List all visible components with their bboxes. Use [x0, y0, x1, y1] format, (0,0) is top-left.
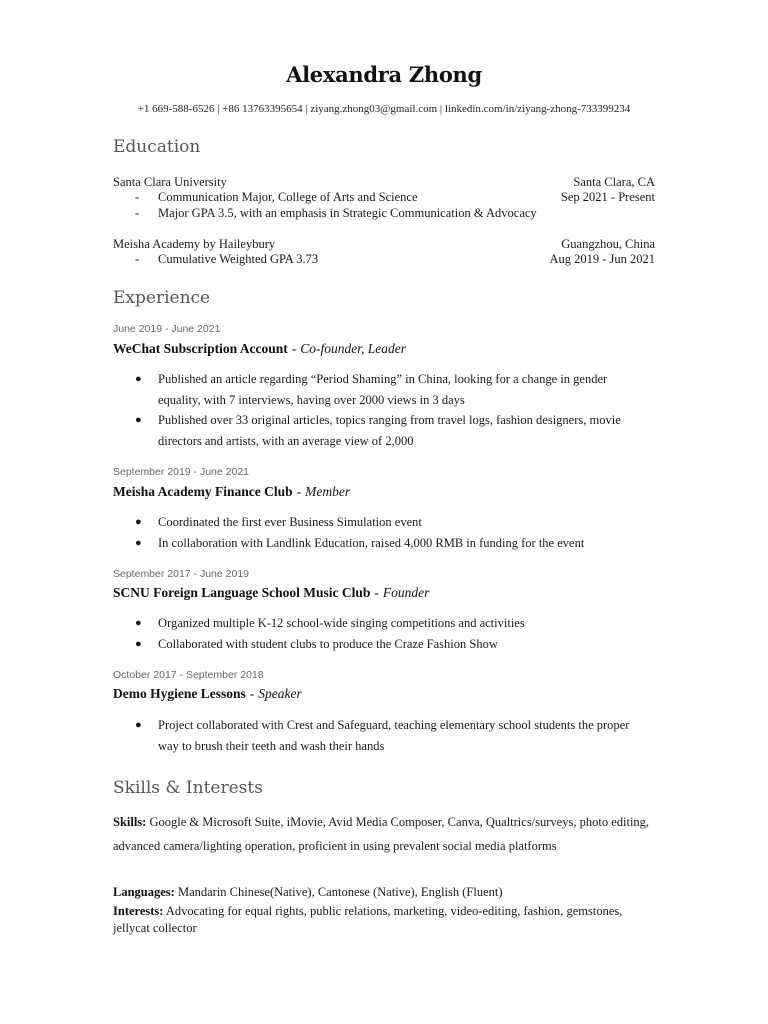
experience-org: Demo Hygiene Lessons	[113, 686, 246, 701]
interests-label: Interests:	[113, 904, 164, 918]
experience-dates: September 2017 - June 2019	[113, 568, 250, 580]
experience-bullets	[133, 715, 633, 756]
list-item: ● In collaboration with Landlink Education, raised 4,000 RMB in funding for the event	[135, 535, 585, 550]
experience-bullets	[133, 369, 633, 451]
list-item: ● Project collaborated with Crest and Safeguard, teaching elementary school students the proper way to brush their teeth and wash their hands	[135, 718, 630, 753]
contact-line: +1 669-588-6526 | +86 13763395654 | ziyang.zhong03@gmail.com | linkedin.com/in/ziyang-zhong-733399234	[137, 103, 631, 115]
list-item: ● Organized multiple K-12 school-wide singing competitions and activities	[135, 616, 525, 630]
experience-heading: Experience	[113, 288, 211, 308]
experience-org: WeChat Subscription Account	[113, 341, 288, 356]
school-dates: Sep 2021 - Present	[560, 190, 655, 204]
experience-dates: October 2017 - September 2018	[113, 669, 264, 681]
skills-paragraph	[113, 810, 658, 858]
experience-dates: September 2019 - June 2021	[113, 466, 250, 478]
skills-text: Google & Microsoft Suite, iMovie, Avid Media Composer, Canva, Qualtrics/surveys, photo editing, advanced camera/lighting operation, proficient in using prevalent social media platforms	[113, 815, 650, 853]
experience-role-line: Meisha Academy Finance Club - Member	[113, 484, 351, 499]
languages-paragraph	[113, 883, 658, 901]
skills-heading: Skills & Interests	[113, 778, 263, 798]
languages-label: Languages:	[113, 885, 175, 899]
school-location: Santa Clara, CA	[573, 175, 655, 189]
list-item: ● Published over 33 original articles, topics ranging from travel logs, fashion designers, movie directors and artists, with an average view of 2,000	[135, 413, 621, 448]
experience-org: SCNU Foreign Language School Music Club	[113, 585, 371, 600]
experience-title: Speaker	[258, 686, 302, 701]
experience-dates: June 2019 - June 2021	[113, 323, 221, 335]
school-detail: Major GPA 3.5, with an emphasis in Strategic Communication & Advocacy	[158, 206, 537, 220]
school-row	[113, 236, 655, 252]
school-name: Meisha Academy by Haileybury	[113, 237, 276, 251]
experience-role-line: Demo Hygiene Lessons - Speaker	[113, 686, 302, 701]
school-row	[113, 174, 655, 190]
experience-bullets	[133, 613, 633, 654]
experience-bullets	[133, 512, 633, 553]
list-item: ● Published an article regarding “Period Shaming” in China, looking for a change in gender equality, with 7 interviews, having over 2000 views in 3 days	[135, 372, 608, 407]
experience-title: Co-founder, Leader	[300, 341, 407, 356]
school-detail: Cumulative Weighted GPA 3.73	[158, 252, 319, 266]
list-item: ● Coordinated the first ever Business Simulation event	[135, 515, 422, 529]
list-item: ● Collaborated with student clubs to produce the Craze Fashion Show	[135, 636, 498, 651]
resume-page: Alexandra Zhong +1 669-588-6526 | +86 13763395654 | ziyang.zhong03@gmail.com | linkedin.com/in/ziyang-zhong-733399234 Education Santa Clara University Santa Clara, CA - Communication Major, College of Arts and Science Sep 2021 - Present - Major GPA 3.5, with an emphasis in Strategic Communication & Advocacy Meisha Academy by Haileybury Guangzhou, China - Cumulative Weighted GPA 3.73 Aug 2019 - Jun 2021 Experience June 2019 - June 2021 WeChat Subscription Account - Co-founder, Leader ● Published an article regarding “Period Shaming” in China, looking for a change in gender equality, with 7 interviews, having over 2000 views in 3 days ● Published over 33 original articles, topics ranging from travel logs, fashion designers, movie directors and artists, with an average view of 2,000 September 2019 - June 2021 Meisha Academy Finance Club - Member ● Coordinated the first ever Business Simulation event ● In collaboration with Landlink Education, raised 4,000 RMB in funding for the event September 2017 - June 2019 SCNU Foreign Language School Music Club - Founder ● Organized multiple K-12 school-wide singing competitions and activities ● Collaborated with student clubs to produce the Craze Fashion Show October 2017 - September 2018 Demo Hygiene Lessons - Speaker ● Project collaborated with Crest and Safeguard, teaching elementary school students the proper way to brush their teeth and wash their hands Skills & Interests Skills: Google & Microsoft Suite, iMovie, Avid Media Composer, Canva, Qualtrics/surveys, photo editing, advanced camera/lighting operation, proficient in using prevalent social media platforms Languages: Mandarin Chinese(Native), Cantonese (Native), English (Fluent) Interests: Advocating for equal rights, public relations, marketing, video-editing, fashion, gemstones, jellycat collector	[0, 0, 768, 1024]
interests-text: Advocating for equal rights, public relations, marketing, video-editing, fashion, gemstones, jellycat collector	[113, 904, 623, 935]
experience-org: Meisha Academy Finance Club	[113, 484, 293, 499]
skills-label: Skills:	[113, 815, 147, 829]
school-name: Santa Clara University	[113, 175, 227, 189]
interests-paragraph	[113, 903, 658, 937]
experience-title: Founder	[382, 585, 430, 600]
school-dates: Aug 2019 - Jun 2021	[549, 252, 655, 266]
education-heading: Education	[113, 137, 201, 157]
candidate-name: Alexandra Zhong	[286, 62, 482, 87]
experience-title: Member	[305, 484, 351, 499]
experience-role-line: SCNU Foreign Language School Music Club - Founder	[113, 585, 430, 600]
school-detail: Communication Major, College of Arts and Science	[158, 190, 418, 204]
experience-role-line: WeChat Subscription Account - Co-founder, Leader	[113, 341, 407, 356]
school-location: Guangzhou, China	[561, 237, 655, 251]
languages-text: Mandarin Chinese(Native), Cantonese (Native), English (Fluent)	[177, 885, 503, 899]
